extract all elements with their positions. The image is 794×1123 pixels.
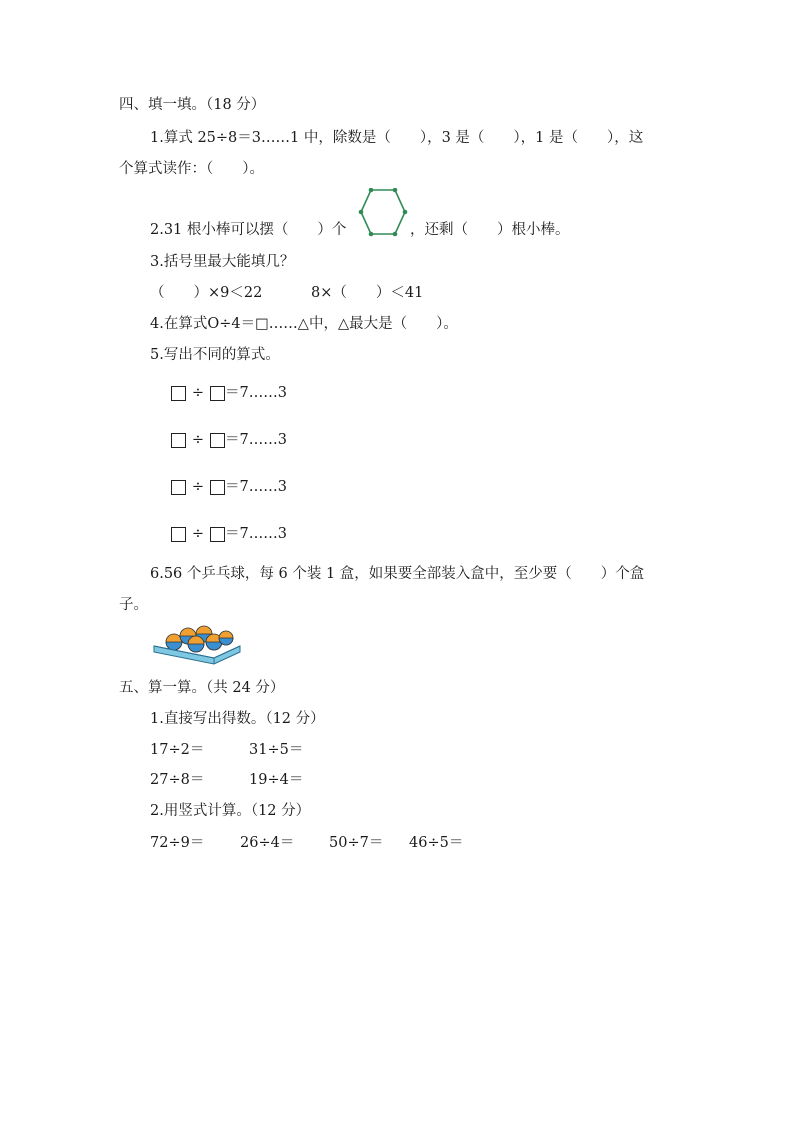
- mental-calc-3: 27÷8＝: [150, 772, 205, 788]
- question-1-line-2: 个算式读作：（ ）。: [119, 161, 264, 177]
- question-5-row-2: [171, 431, 287, 449]
- question-5-row-1: [171, 384, 287, 402]
- divide-sign: ÷: [191, 432, 205, 448]
- hexagon-sticks-figure: [357, 188, 409, 240]
- divide-sign: ÷: [191, 526, 205, 542]
- answer-box[interactable]: [210, 527, 225, 542]
- vertical-calc-4: 46÷5＝: [409, 835, 464, 851]
- question-6-line-1: 6.56 个乒乓球，每 6 个装 1 盒，如果要全部装入盒中，至少要（ ）个盒: [150, 566, 645, 582]
- vertical-calc-2: 26÷4＝: [240, 835, 295, 851]
- question-3-expression-a: （ ）×9＜22: [150, 285, 263, 301]
- question-2-text-before: 2.31 根小棒可以摆（ ）个: [150, 222, 347, 238]
- mental-calc-1: 17÷2＝: [150, 742, 205, 758]
- answer-box[interactable]: [210, 433, 225, 448]
- answer-box[interactable]: [171, 480, 186, 495]
- divide-sign: ÷: [191, 479, 205, 495]
- answer-box[interactable]: [171, 433, 186, 448]
- vertical-calc-3: 50÷7＝: [329, 835, 384, 851]
- answer-box[interactable]: [210, 480, 225, 495]
- question-4-text: 4.在算式O÷4＝□……△中，△最大是（ ）。: [150, 316, 458, 332]
- answer-box[interactable]: [171, 386, 186, 401]
- vertical-calc-1: 72÷9＝: [150, 835, 205, 851]
- row-result: ＝7……3: [225, 479, 287, 495]
- mental-calc-4: 19÷4＝: [249, 772, 304, 788]
- section-5-heading: 五、算一算。（共 24 分）: [119, 680, 285, 696]
- answer-box[interactable]: [171, 527, 186, 542]
- section-5-sub-1: 1.直接写出得数。（12 分）: [150, 711, 325, 727]
- question-5-row-4: [171, 525, 287, 543]
- section-5-sub-2: 2.用竖式计算。（12 分）: [150, 803, 311, 819]
- row-result: ＝7……3: [225, 432, 287, 448]
- divide-sign: ÷: [191, 385, 205, 401]
- question-2-text-after: ，还剩（ ）根小棒。: [410, 222, 570, 238]
- question-5-row-3: [171, 478, 287, 496]
- question-1-line-1: 1.算式 25÷8＝3……1 中，除数是（ ），3 是（ ），1 是（ ），这: [150, 130, 644, 146]
- question-6-line-2: 子。: [119, 597, 148, 613]
- question-3-expression-b: 8×（ ）＜41: [311, 285, 424, 301]
- section-4-heading: 四、填一填。（18 分）: [119, 97, 266, 113]
- question-3-text: 3.括号里最大能填几？: [150, 254, 295, 270]
- question-5-text: 5.写出不同的算式。: [150, 347, 280, 363]
- row-result: ＝7……3: [225, 526, 287, 542]
- row-result: ＝7……3: [225, 385, 287, 401]
- ping-pong-box-illustration: [152, 624, 242, 666]
- answer-box[interactable]: [210, 386, 225, 401]
- mental-calc-2: 31÷5＝: [249, 742, 304, 758]
